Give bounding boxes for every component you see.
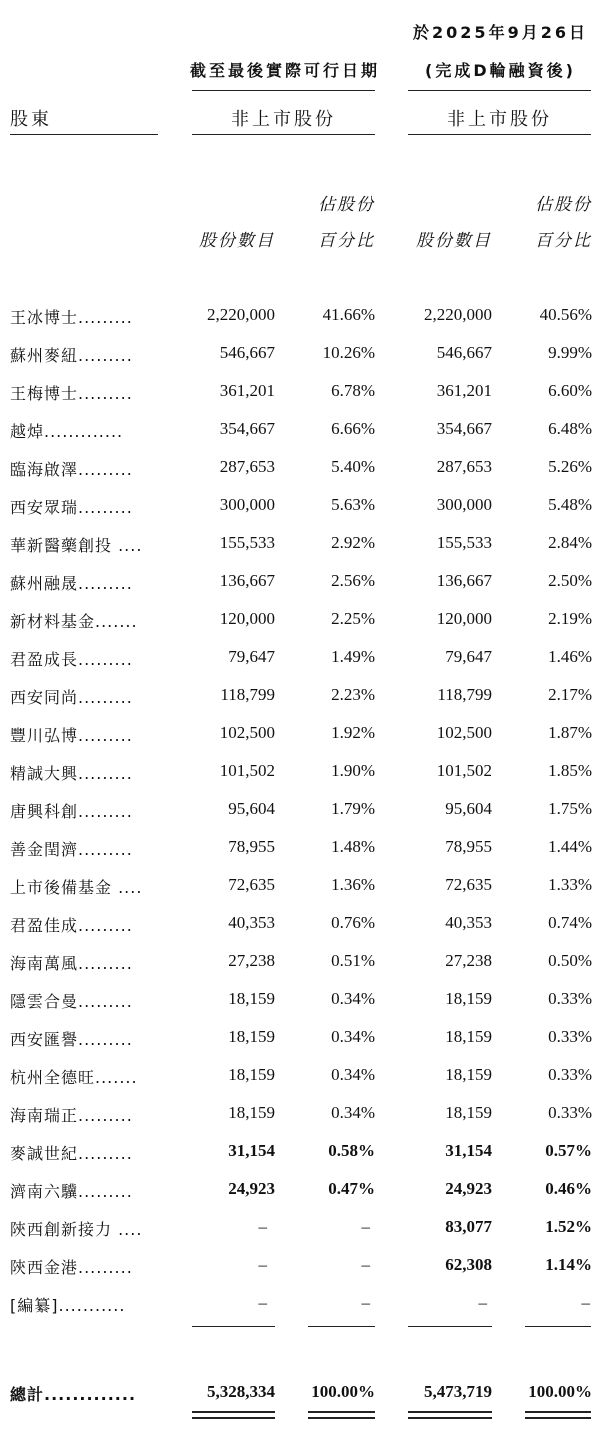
row-pct-1: 6.78% [331,381,375,400]
row-name: 精誠大興......... [10,764,133,783]
shareholder-label: 股東 [10,109,52,130]
row-shares-1: – [258,1293,267,1312]
total-shares-1: 5,328,334 [207,1382,275,1401]
pct-label-1-line2: 百分比 [318,231,375,251]
row-shares-1: 78,955 [228,837,275,856]
row-pct-1: 1.92% [331,723,375,742]
total-double-rule-3a [408,1411,492,1413]
col-group2-title-line2: (完成D輪融資後) [425,61,576,80]
row-pct-2: 5.48% [548,495,592,514]
row-shares-2: 546,667 [436,343,492,362]
row-shares-2: 78,955 [445,837,492,856]
row-shares-1: 27,238 [228,951,275,970]
row-name: 麥誠世紀......... [10,1144,133,1163]
pct-label-2-line2: 百分比 [535,231,592,251]
row-name: 西安同尚......... [10,688,133,707]
row-pct-1: 0.58% [328,1141,375,1160]
row-shares-1: 18,159 [228,989,275,1008]
row-shares-1: 136,667 [219,571,275,590]
row-pct-1: 0.47% [328,1179,375,1198]
row-shares-2: 31,154 [445,1141,492,1160]
row-pct-2: 0.57% [545,1141,592,1160]
row-shares-1: 2,220,000 [207,305,275,324]
total-label: 總計............. [10,1385,137,1404]
row-shares-1: 102,500 [219,723,275,742]
row-shares-2: 62,308 [445,1255,492,1274]
row-name: 海南瑞正......... [10,1106,133,1125]
row-shares-1: 40,353 [228,913,275,932]
table-row [0,685,612,715]
total-shares-2: 5,473,719 [424,1382,492,1401]
row-name: 善金閏濟......... [10,840,133,859]
table-row [0,343,612,373]
subtotal-rule-shares-2 [408,1326,492,1327]
row-shares-2: 354,667 [436,419,492,438]
row-pct-2: 0.74% [548,913,592,932]
row-pct-1: 0.34% [331,1027,375,1046]
table-row [0,419,612,449]
table-row [0,913,612,943]
row-pct-1: 0.34% [331,989,375,1008]
row-pct-1: 2.25% [331,609,375,628]
row-shares-1: 79,647 [228,647,275,666]
total-double-rule-1a [192,1411,275,1413]
table-row [0,1027,612,1057]
row-shares-1: – [258,1217,267,1236]
row-pct-2: 0.46% [545,1179,592,1198]
total-double-rule-2a [308,1411,375,1413]
row-shares-2: 72,635 [445,875,492,894]
table-row [0,305,612,335]
row-shares-1: 24,923 [228,1179,275,1198]
row-shares-1: 361,201 [219,381,275,400]
row-pct-2: 1.44% [548,837,592,856]
table-row [0,495,612,525]
table-row [0,723,612,753]
row-shares-2: 18,159 [445,1103,492,1122]
row-name: 西安匯譽......... [10,1030,133,1049]
row-pct-2: 0.50% [548,951,592,970]
row-name: 陝西創新接力 .... [10,1220,143,1239]
total-row [0,1382,612,1412]
row-pct-2: – [581,1293,590,1312]
row-shares-2: 101,502 [436,761,492,780]
row-name: 王梅博士......... [10,384,133,403]
col-group2-title-line1: 於2025年9月26日 [413,23,588,42]
row-pct-2: 1.52% [545,1217,592,1236]
row-pct-2: 1.85% [548,761,592,780]
row-name: 陝西金港......... [10,1258,133,1277]
row-shares-1: 31,154 [228,1141,275,1160]
row-pct-1: 2.23% [331,685,375,704]
row-name: 君盈佳成......... [10,916,133,935]
row-name: 蘇州麥紐......... [10,346,133,365]
group2-title-rule [408,90,591,91]
table-row [0,1179,612,1209]
row-pct-2: 1.14% [545,1255,592,1274]
table-row [0,1103,612,1133]
row-shares-1: 287,653 [219,457,275,476]
row-pct-2: 2.50% [548,571,592,590]
shares-label-2: 股份數目 [416,231,492,251]
row-pct-2: 2.19% [548,609,592,628]
row-pct-2: 1.33% [548,875,592,894]
table-row [0,1293,612,1323]
row-shares-1: 546,667 [219,343,275,362]
table-row [0,1065,612,1095]
row-pct-1: 6.66% [331,419,375,438]
table-row [0,799,612,829]
pct-label-1-line1: 佔股份 [318,195,375,215]
row-shares-2: 361,201 [436,381,492,400]
row-shares-1: 18,159 [228,1103,275,1122]
row-pct-2: 2.17% [548,685,592,704]
table-row [0,837,612,867]
row-pct-1: 2.92% [331,533,375,552]
row-shares-2: 18,159 [445,1065,492,1084]
row-name: 臨海啟澤......... [10,460,133,479]
subtotal-rule-pct-2 [525,1326,591,1327]
total-double-rule-4a [525,1411,591,1413]
row-pct-1: 0.34% [331,1065,375,1084]
table-row [0,533,612,563]
row-name: [編纂]........... [10,1296,126,1315]
row-pct-1: 5.63% [331,495,375,514]
pct-label-2-line1: 佔股份 [535,195,592,215]
row-name: 上市後備基金 .... [10,878,143,897]
row-name: 濟南六驥......... [10,1182,133,1201]
table-row [0,875,612,905]
row-shares-1: 95,604 [228,799,275,818]
row-pct-1: 2.56% [331,571,375,590]
table-row [0,1217,612,1247]
col-group1-title: 截至最後實際可行日期 [190,61,381,80]
row-shares-2: 120,000 [436,609,492,628]
shares-label-1: 股份數目 [199,231,275,251]
row-pct-2: 9.99% [548,343,592,362]
row-shares-1: 101,502 [219,761,275,780]
row-name: 越焯............. [10,422,124,441]
row-shares-2: 27,238 [445,951,492,970]
unlisted-label-2: 非上市股份 [447,109,552,130]
row-shares-2: 24,923 [445,1179,492,1198]
row-shares-2: 155,533 [436,533,492,552]
row-pct-2: 5.26% [548,457,592,476]
row-shares-2: 95,604 [445,799,492,818]
row-shares-2: 118,799 [437,685,492,704]
row-name: 海南萬風......... [10,954,133,973]
row-shares-2: 83,077 [445,1217,492,1236]
row-pct-1: 1.49% [331,647,375,666]
total-double-rule-4b [525,1417,591,1419]
row-shares-2: 40,353 [445,913,492,932]
row-shares-1: – [258,1255,267,1274]
table-row [0,571,612,601]
group2-sub-rule [408,134,591,135]
table-row [0,609,612,639]
row-pct-1: 5.40% [331,457,375,476]
row-shares-1: 72,635 [228,875,275,894]
table-row [0,457,612,487]
row-pct-2: 40.56% [539,305,592,324]
row-name: 唐興科創......... [10,802,133,821]
row-shares-2: 300,000 [436,495,492,514]
row-name: 蘇州融晟......... [10,574,133,593]
row-shares-2: 136,667 [436,571,492,590]
total-double-rule-1b [192,1417,275,1419]
row-shares-1: 300,000 [219,495,275,514]
row-shares-2: 79,647 [445,647,492,666]
row-shares-2: 2,220,000 [424,305,492,324]
total-double-rule-2b [308,1417,375,1419]
row-pct-2: 6.60% [548,381,592,400]
row-pct-1: 0.34% [331,1103,375,1122]
row-pct-1: 0.51% [331,951,375,970]
table-row [0,761,612,791]
total-double-rule-3b [408,1417,492,1419]
table-row [0,951,612,981]
row-pct-1: 0.76% [331,913,375,932]
row-name: 豐川弘博......... [10,726,133,745]
total-pct-2: 100.00% [528,1382,592,1401]
row-shares-2: 102,500 [436,723,492,742]
row-shares-1: 155,533 [219,533,275,552]
row-pct-2: 2.84% [548,533,592,552]
row-name: 隱雲合曼......... [10,992,133,1011]
unlisted-label-1: 非上市股份 [231,109,336,130]
row-pct-2: 1.75% [548,799,592,818]
row-pct-1: 10.26% [322,343,375,362]
row-shares-1: 118,799 [220,685,275,704]
row-pct-1: – [361,1255,370,1274]
row-shares-1: 120,000 [219,609,275,628]
row-name: 西安眾瑞......... [10,498,133,517]
table-row [0,1141,612,1171]
row-pct-1: – [361,1217,370,1236]
row-shares-1: 18,159 [228,1027,275,1046]
row-pct-1: 41.66% [322,305,375,324]
row-shares-1: 354,667 [219,419,275,438]
row-pct-2: 1.46% [548,647,592,666]
row-pct-1: 1.90% [331,761,375,780]
row-shares-2: 18,159 [445,1027,492,1046]
row-pct-2: 6.48% [548,419,592,438]
shareholder-rule [10,134,158,135]
total-pct-1: 100.00% [311,1382,375,1401]
group1-title-rule [192,90,375,91]
table-row [0,381,612,411]
row-name: 華新醫藥創投 .... [10,536,143,555]
row-shares-1: 18,159 [228,1065,275,1084]
row-name: 杭州全德旺....... [10,1068,138,1087]
subtotal-rule-shares-1 [192,1326,275,1327]
table-row [0,647,612,677]
table-row [0,989,612,1019]
row-pct-2: 0.33% [548,1065,592,1084]
group1-sub-rule [192,134,375,135]
row-shares-2: 18,159 [445,989,492,1008]
row-pct-2: 0.33% [548,1103,592,1122]
row-name: 君盈成長......... [10,650,133,669]
table-row [0,1255,612,1285]
row-pct-2: 1.87% [548,723,592,742]
row-pct-2: 0.33% [548,1027,592,1046]
row-pct-1: – [361,1293,370,1312]
row-shares-2: – [478,1293,487,1312]
row-pct-1: 1.48% [331,837,375,856]
row-pct-1: 1.36% [331,875,375,894]
row-name: 王冰博士......... [10,308,133,327]
row-pct-2: 0.33% [548,989,592,1008]
row-shares-2: 287,653 [436,457,492,476]
row-pct-1: 1.79% [331,799,375,818]
subtotal-rule-pct-1 [308,1326,375,1327]
row-name: 新材料基金....... [10,612,138,631]
